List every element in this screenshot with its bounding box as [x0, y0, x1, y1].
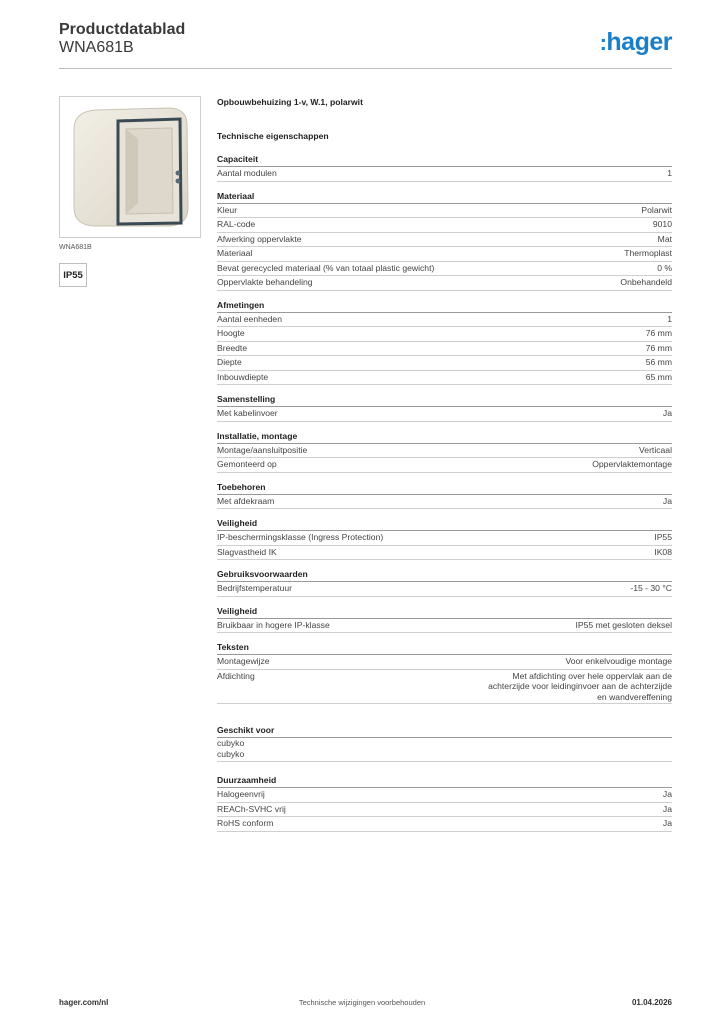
spec-value: 1: [667, 168, 672, 178]
spec-row: [217, 233, 672, 248]
enclosure-icon: [60, 97, 200, 237]
spec-section: [217, 393, 672, 422]
spec-row: [217, 313, 672, 328]
footer-disclaimer: Technische wijzigingen voorbehouden: [298, 998, 426, 1007]
spec-value: 0 %: [657, 262, 672, 273]
spec-row: [217, 356, 672, 371]
spec-section: [217, 430, 672, 473]
spec-row: [217, 218, 672, 233]
spec-sections: [217, 153, 672, 704]
spec-row: [217, 803, 672, 818]
header-divider: [59, 68, 672, 69]
spec-value: Polarwit: [641, 204, 672, 215]
spec-label: Kleur: [217, 204, 238, 215]
spec-section: [217, 481, 672, 510]
spec-value: Ja: [662, 495, 672, 506]
spec-value: Ja: [662, 818, 672, 828]
section-title: Installatie, montage: [217, 430, 672, 444]
product-image: [59, 96, 201, 238]
spec-value: Voor enkelvoudige montage: [565, 656, 672, 666]
header-sku: WNA681B: [59, 39, 134, 56]
spec-label: Oppervlakte behandeling: [217, 277, 313, 287]
spec-label: Bruikbaar in hogere IP-klasse: [217, 619, 330, 630]
spec-value: Ja: [662, 789, 672, 799]
spec-section: [217, 190, 672, 291]
spec-row: [217, 167, 672, 182]
spec-label: Materiaal: [217, 248, 253, 258]
section-title: Materiaal: [217, 190, 672, 204]
section-title: Veiligheid: [217, 517, 672, 531]
section-title: Capaciteit: [217, 153, 672, 167]
spec-value: Ja: [662, 803, 672, 814]
section-title: Geschikt voor: [217, 724, 672, 738]
spec-row: [217, 670, 672, 705]
spec-label: Halogeenvrij: [217, 789, 265, 799]
spec-row: [217, 371, 672, 386]
spec-label: Met afdekraam: [217, 495, 275, 506]
spec-row: [217, 262, 672, 277]
spec-value: 1: [667, 313, 672, 324]
suitable-for-section: [217, 724, 672, 762]
spec-value: Ja: [662, 408, 672, 418]
list-item: cubyko: [217, 738, 245, 748]
footer-website[interactable]: hager.com/nl: [59, 998, 109, 1007]
spec-row: [217, 276, 672, 291]
spec-value: Met afdichting over hele oppervlak aan de achterzijde voor leidinginvoer aan de achterzijde en wandvereffening: [488, 670, 672, 702]
spec-label: Met kabelinvoer: [217, 408, 278, 418]
spec-label: REACh-SVHC vrij: [217, 803, 286, 814]
section-title: Veiligheid: [217, 605, 672, 619]
spec-value: -15 - 30 °C: [630, 583, 672, 593]
spec-value: IP55: [654, 532, 672, 542]
durability-section: [217, 774, 672, 832]
spec-label: Gemonteerd op: [217, 459, 277, 469]
spec-row: [217, 247, 672, 262]
spec-row: [217, 495, 672, 510]
header-title: Productdatablad: [59, 21, 186, 38]
ip-rating-badge: IP55: [59, 263, 87, 287]
spec-label: Slagvastheid IK: [217, 546, 277, 557]
spec-value: Thermoplast: [624, 248, 672, 258]
spec-label: Aantal modulen: [217, 168, 277, 178]
spec-label: Montagewijze: [217, 656, 270, 666]
list-item: cubyko: [217, 749, 245, 759]
spec-value: 65 mm: [645, 371, 672, 382]
spec-row: [217, 458, 672, 473]
suitable-list: [217, 738, 672, 762]
spec-value: 56 mm: [645, 357, 672, 367]
logo-text: hager: [606, 28, 672, 56]
spec-row: [217, 342, 672, 357]
spec-section: [217, 605, 672, 634]
spec-row: [217, 407, 672, 422]
technical-properties-title: Technische eigenschappen: [217, 131, 329, 141]
spec-row: [217, 444, 672, 459]
spec-row: [217, 546, 672, 561]
spec-row: [217, 619, 672, 634]
spec-row: [217, 788, 672, 803]
spec-label: Montage/aansluitpositie: [217, 444, 308, 455]
spec-row: [217, 817, 672, 832]
spec-section: [217, 153, 672, 182]
section-title: Toebehoren: [217, 481, 672, 495]
hager-logo: :hager: [599, 28, 672, 56]
spec-label: Diepte: [217, 357, 242, 367]
image-caption: WNA681B: [59, 244, 92, 251]
spec-value: 76 mm: [645, 342, 672, 353]
spec-label: Aantal eenheden: [217, 313, 282, 324]
spec-label: RoHS conform: [217, 818, 274, 828]
spec-row: [217, 327, 672, 342]
spec-row: [217, 582, 672, 597]
section-title: Samenstelling: [217, 393, 672, 407]
spec-row: [217, 531, 672, 546]
spec-value: 76 mm: [645, 328, 672, 338]
section-title: Duurzaamheid: [217, 774, 672, 788]
spec-value: IK08: [654, 546, 672, 557]
section-title: Afmetingen: [217, 299, 672, 313]
spec-label: RAL-code: [217, 219, 256, 229]
spec-value: Onbehandeld: [620, 277, 672, 287]
specifications: [217, 96, 672, 832]
spec-label: Breedte: [217, 342, 248, 353]
spec-section: [217, 568, 672, 597]
section-title: Teksten: [217, 641, 672, 655]
spec-label: Hoogte: [217, 328, 245, 338]
footer-date: 01.04.2026: [631, 998, 672, 1007]
spec-value: IP55 met gesloten deksel: [575, 619, 672, 630]
spec-value: 9010: [652, 219, 672, 229]
spec-value: Mat: [657, 233, 672, 244]
spec-value: Oppervlaktemontage: [592, 459, 672, 469]
spec-label: Afwerking oppervlakte: [217, 233, 302, 244]
spec-row: [217, 204, 672, 219]
spec-label: Bevat gerecycled materiaal (% van totaal plastic gewicht): [217, 262, 435, 273]
spec-section: [217, 641, 672, 704]
spec-section: [217, 299, 672, 386]
section-title: Gebruiksvoorwaarden: [217, 568, 672, 582]
spec-section: [217, 517, 672, 560]
spec-label: Inbouwdiepte: [217, 371, 269, 382]
product-description: Opbouwbehuizing 1-v, W.1, polarwit: [217, 97, 363, 107]
spec-label: Afdichting: [217, 670, 255, 681]
spec-row: [217, 655, 672, 670]
spec-label: IP-beschermingsklasse (Ingress Protection): [217, 532, 384, 542]
spec-label: Bedrijfstemperatuur: [217, 583, 292, 593]
spec-value: Verticaal: [639, 444, 672, 455]
